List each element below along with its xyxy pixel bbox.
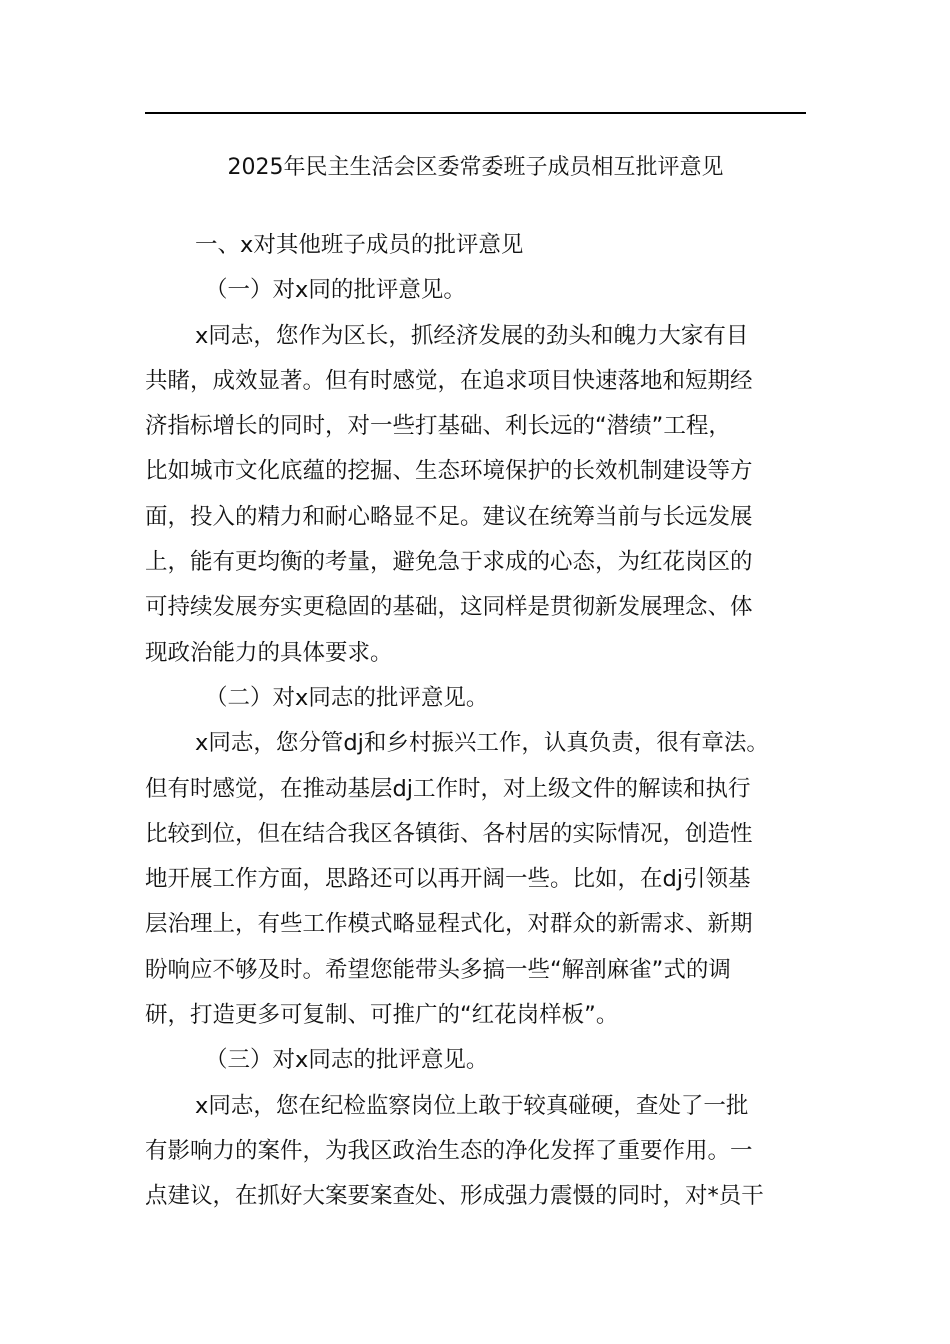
paragraph-line: 点建议，在抓好大案要案查处、形成强力震慑的同时，对*员干: [145, 1183, 764, 1210]
document-body: [145, 223, 810, 1220]
paragraph-line: 现政治能力的具体要求。: [145, 639, 393, 666]
paragraph-line: 济指标增长的同时，对一些打基础、利长远的“潜绩”工程，: [145, 413, 731, 440]
paragraph-line: x同志，您作为区长，抓经济发展的劲头和魄力大家有目: [195, 322, 749, 349]
document-title: 2025年民主生活会区委常委班子成员相互批评意见: [227, 155, 724, 180]
section-heading: 一、x对其他班子成员的批评意见: [195, 232, 524, 258]
paragraph-line: x同志，您分管dj和乡村振兴工作，认真负责，很有章法。: [195, 730, 769, 757]
paragraph-line: 盼响应不够及时。希望您能带头多搞一些“解剖麻雀”式的调: [145, 956, 731, 983]
subsection-heading: （二）对x同志的批评意见。: [205, 684, 489, 711]
paragraph-line: 可持续发展夯实更稳固的基础，这同样是贯彻新发展理念、体: [145, 594, 753, 621]
paragraph-line: 有影响力的案件，为我区政治生态的净化发挥了重要作用。一: [145, 1137, 753, 1164]
subsection-heading: （一）对x同的批评意见。: [205, 277, 466, 304]
paragraph-line: 上，能有更均衡的考量，避免急于求成的心态，为红花岗区的: [145, 549, 753, 576]
paragraph-line: x同志，您在纪检监察岗位上敢于较真碰硬，查处了一批: [195, 1092, 749, 1119]
paragraph-line: 面，投入的精力和耐心略显不足。建议在统筹当前与长远发展: [145, 503, 753, 530]
paragraph-line: 共睹，成效显著。但有时感觉，在追求项目快速落地和短期经: [145, 367, 753, 394]
header-rule: [145, 112, 806, 114]
subsection-heading: （三）对x同志的批评意见。: [205, 1047, 489, 1074]
paragraph-line: 比较到位，但在结合我区各镇街、各村居的实际情况，创造性: [145, 820, 753, 847]
paragraph-line: 但有时感觉，在推动基层dj工作时，对上级文件的解读和执行: [145, 775, 751, 802]
paragraph-line: 比如城市文化底蕴的挖掘、生态环境保护的长效机制建设等方: [145, 458, 753, 485]
paragraph-line: 层治理上，有些工作模式略显程式化，对群众的新需求、新期: [145, 911, 753, 938]
paragraph-line: 地开展工作方面，思路还可以再开阔一些。比如，在dj引领基: [145, 866, 751, 893]
paragraph-line: 研，打造更多可复制、可推广的“红花岗样板”。: [145, 1002, 619, 1029]
